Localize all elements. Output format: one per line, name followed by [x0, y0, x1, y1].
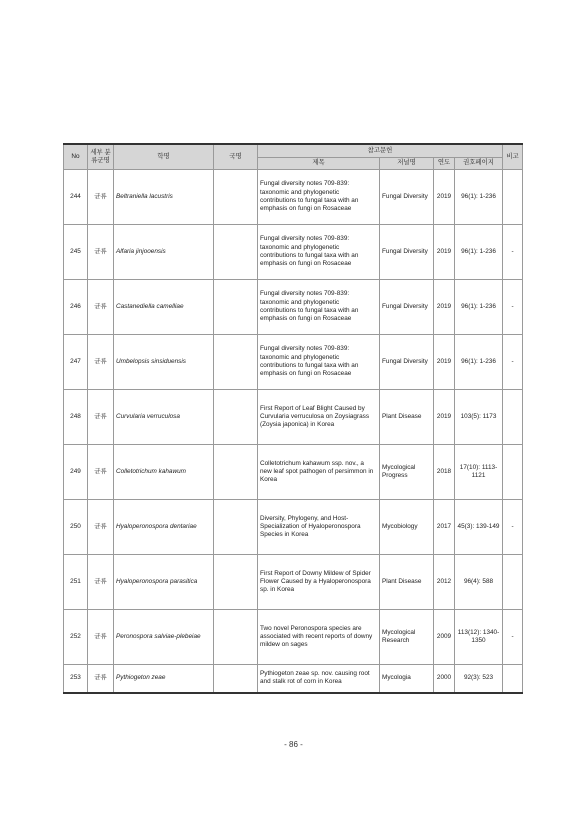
- header-title: 제목: [258, 158, 380, 170]
- row-category: 균류: [88, 445, 114, 500]
- row-species: Peronospora salviae-plebeiae: [114, 610, 214, 665]
- table-row: [64, 170, 523, 225]
- row-title: First Report of Downy Mildew of Spider Flower Caused by a Hyaloperonospora sp. in Korea: [258, 555, 380, 610]
- row-country: [214, 500, 258, 555]
- row-volume-pages: 113(12): 1340-1350: [455, 610, 503, 665]
- row-year: 2019: [434, 225, 455, 280]
- row-title: Fungal diversity notes 709-839: taxonomic and phylogenetic contributions to fungal taxa with an emphasis on fungi on Rosaceae: [258, 280, 380, 335]
- row-species: Pythiogeton zeae: [114, 665, 214, 693]
- row-title: Diversity, Phylogeny, and Host-Specialization of Hyaloperonospora Species in Korea: [258, 500, 380, 555]
- row-note: [503, 555, 523, 610]
- row-no: 246: [64, 280, 88, 335]
- row-volume-pages: 103(5): 1173: [455, 390, 503, 445]
- row-year: 2009: [434, 610, 455, 665]
- row-volume-pages: 96(1): 1-236: [455, 335, 503, 390]
- row-year: 2019: [434, 170, 455, 225]
- row-note: -: [503, 280, 523, 335]
- row-no: 250: [64, 500, 88, 555]
- row-note: -: [503, 500, 523, 555]
- row-volume-pages: 96(1): 1-236: [455, 170, 503, 225]
- row-note: [503, 390, 523, 445]
- row-country: [214, 280, 258, 335]
- row-journal: Fungal Diversity: [380, 170, 434, 225]
- row-category: 균류: [88, 555, 114, 610]
- row-journal: Mycologia: [380, 665, 434, 693]
- table-row: [64, 335, 523, 390]
- header-category: 세부 분류군명: [88, 144, 114, 170]
- row-category: 균류: [88, 280, 114, 335]
- row-species: Curvularia verruculosa: [114, 390, 214, 445]
- row-title: Fungal diversity notes 709-839: taxonomic and phylogenetic contributions to fungal taxa with an emphasis on fungi on Rosaceae: [258, 335, 380, 390]
- row-year: 2019: [434, 390, 455, 445]
- table-row: [64, 445, 523, 500]
- row-no: 251: [64, 555, 88, 610]
- table-row: [64, 500, 523, 555]
- row-species: Hyaloperonospora dentariae: [114, 500, 214, 555]
- row-year: 2019: [434, 335, 455, 390]
- row-journal: Fungal Diversity: [380, 335, 434, 390]
- row-year: 2017: [434, 500, 455, 555]
- header-species: 학명: [114, 144, 214, 170]
- row-volume-pages: 45(3): 139-149: [455, 500, 503, 555]
- row-no: 244: [64, 170, 88, 225]
- row-journal: Plant Disease: [380, 555, 434, 610]
- row-no: 248: [64, 390, 88, 445]
- row-journal: Mycological Progress: [380, 445, 434, 500]
- row-note: [503, 445, 523, 500]
- row-journal: Mycological Research: [380, 610, 434, 665]
- row-country: [214, 170, 258, 225]
- row-note: -: [503, 610, 523, 665]
- table-row: [64, 225, 523, 280]
- row-category: 균류: [88, 335, 114, 390]
- table-row: [64, 665, 523, 693]
- row-species: Beltraniella lacustris: [114, 170, 214, 225]
- row-volume-pages: 96(1): 1-236: [455, 225, 503, 280]
- header-volume-pages: 권호페이지: [455, 158, 503, 170]
- table-row: [64, 610, 523, 665]
- table-row: [64, 555, 523, 610]
- row-country: [214, 610, 258, 665]
- header-note: 비고: [503, 144, 523, 170]
- header-country: 국명: [214, 144, 258, 170]
- row-volume-pages: 96(4): 588: [455, 555, 503, 610]
- row-country: [214, 665, 258, 693]
- row-no: 247: [64, 335, 88, 390]
- row-volume-pages: 96(1): 1-236: [455, 280, 503, 335]
- row-title: Fungal diversity notes 709-839: taxonomic and phylogenetic contributions to fungal taxa with an emphasis on fungi on Rosaceae: [258, 225, 380, 280]
- row-category: 균류: [88, 390, 114, 445]
- page-number: - 86 -: [284, 740, 303, 749]
- row-no: 252: [64, 610, 88, 665]
- header-journal: 저널명: [380, 158, 434, 170]
- row-category: 균류: [88, 225, 114, 280]
- row-title: Fungal diversity notes 709-839: taxonomic and phylogenetic contributions to fungal taxa with an emphasis on fungi on Rosaceae: [258, 170, 380, 225]
- header-year: 연도: [434, 158, 455, 170]
- row-title: Two novel Peronospora species are associated with recent reports of downy mildew on sages: [258, 610, 380, 665]
- header-no: No: [64, 144, 88, 170]
- row-species: Castanediella camelliae: [114, 280, 214, 335]
- row-species: Hyaloperonospora parasitica: [114, 555, 214, 610]
- row-volume-pages: 17(10): 1113-1121: [455, 445, 503, 500]
- table-row: [64, 280, 523, 335]
- header-reference-group: 참고문헌: [258, 144, 503, 158]
- row-no: 249: [64, 445, 88, 500]
- row-country: [214, 335, 258, 390]
- row-journal: Fungal Diversity: [380, 280, 434, 335]
- row-year: 2012: [434, 555, 455, 610]
- row-country: [214, 445, 258, 500]
- row-country: [214, 225, 258, 280]
- species-reference-table: [63, 143, 523, 694]
- row-species: Umbelopsis sinsiduensis: [114, 335, 214, 390]
- row-category: 균류: [88, 610, 114, 665]
- row-note: -: [503, 225, 523, 280]
- row-category: 균류: [88, 500, 114, 555]
- row-title: Pythiogeton zeae sp. nov. causing root and stalk rot of corn in Korea: [258, 665, 380, 693]
- row-country: [214, 390, 258, 445]
- row-note: -: [503, 335, 523, 390]
- row-volume-pages: 92(3): 523: [455, 665, 503, 693]
- row-country: [214, 555, 258, 610]
- row-species: Colletotrichum kahawum: [114, 445, 214, 500]
- row-no: 245: [64, 225, 88, 280]
- row-species: Alfaria jinjooensis: [114, 225, 214, 280]
- row-title: Colletotrichum kahawum ssp. nov., a new leaf spot pathogen of persimmon in Korea: [258, 445, 380, 500]
- row-journal: Fungal Diversity: [380, 225, 434, 280]
- row-note: [503, 665, 523, 693]
- row-title: First Report of Leaf Blight Caused by Curvularia verruculosa on Zoysiagrass (Zoysia japonica) in Korea: [258, 390, 380, 445]
- row-journal: Mycobiology: [380, 500, 434, 555]
- row-year: 2019: [434, 280, 455, 335]
- row-note: [503, 170, 523, 225]
- table-row: [64, 390, 523, 445]
- row-journal: Plant Disease: [380, 390, 434, 445]
- row-no: 253: [64, 665, 88, 693]
- row-year: 2018: [434, 445, 455, 500]
- row-category: 균류: [88, 170, 114, 225]
- row-year: 2000: [434, 665, 455, 693]
- row-category: 균류: [88, 665, 114, 693]
